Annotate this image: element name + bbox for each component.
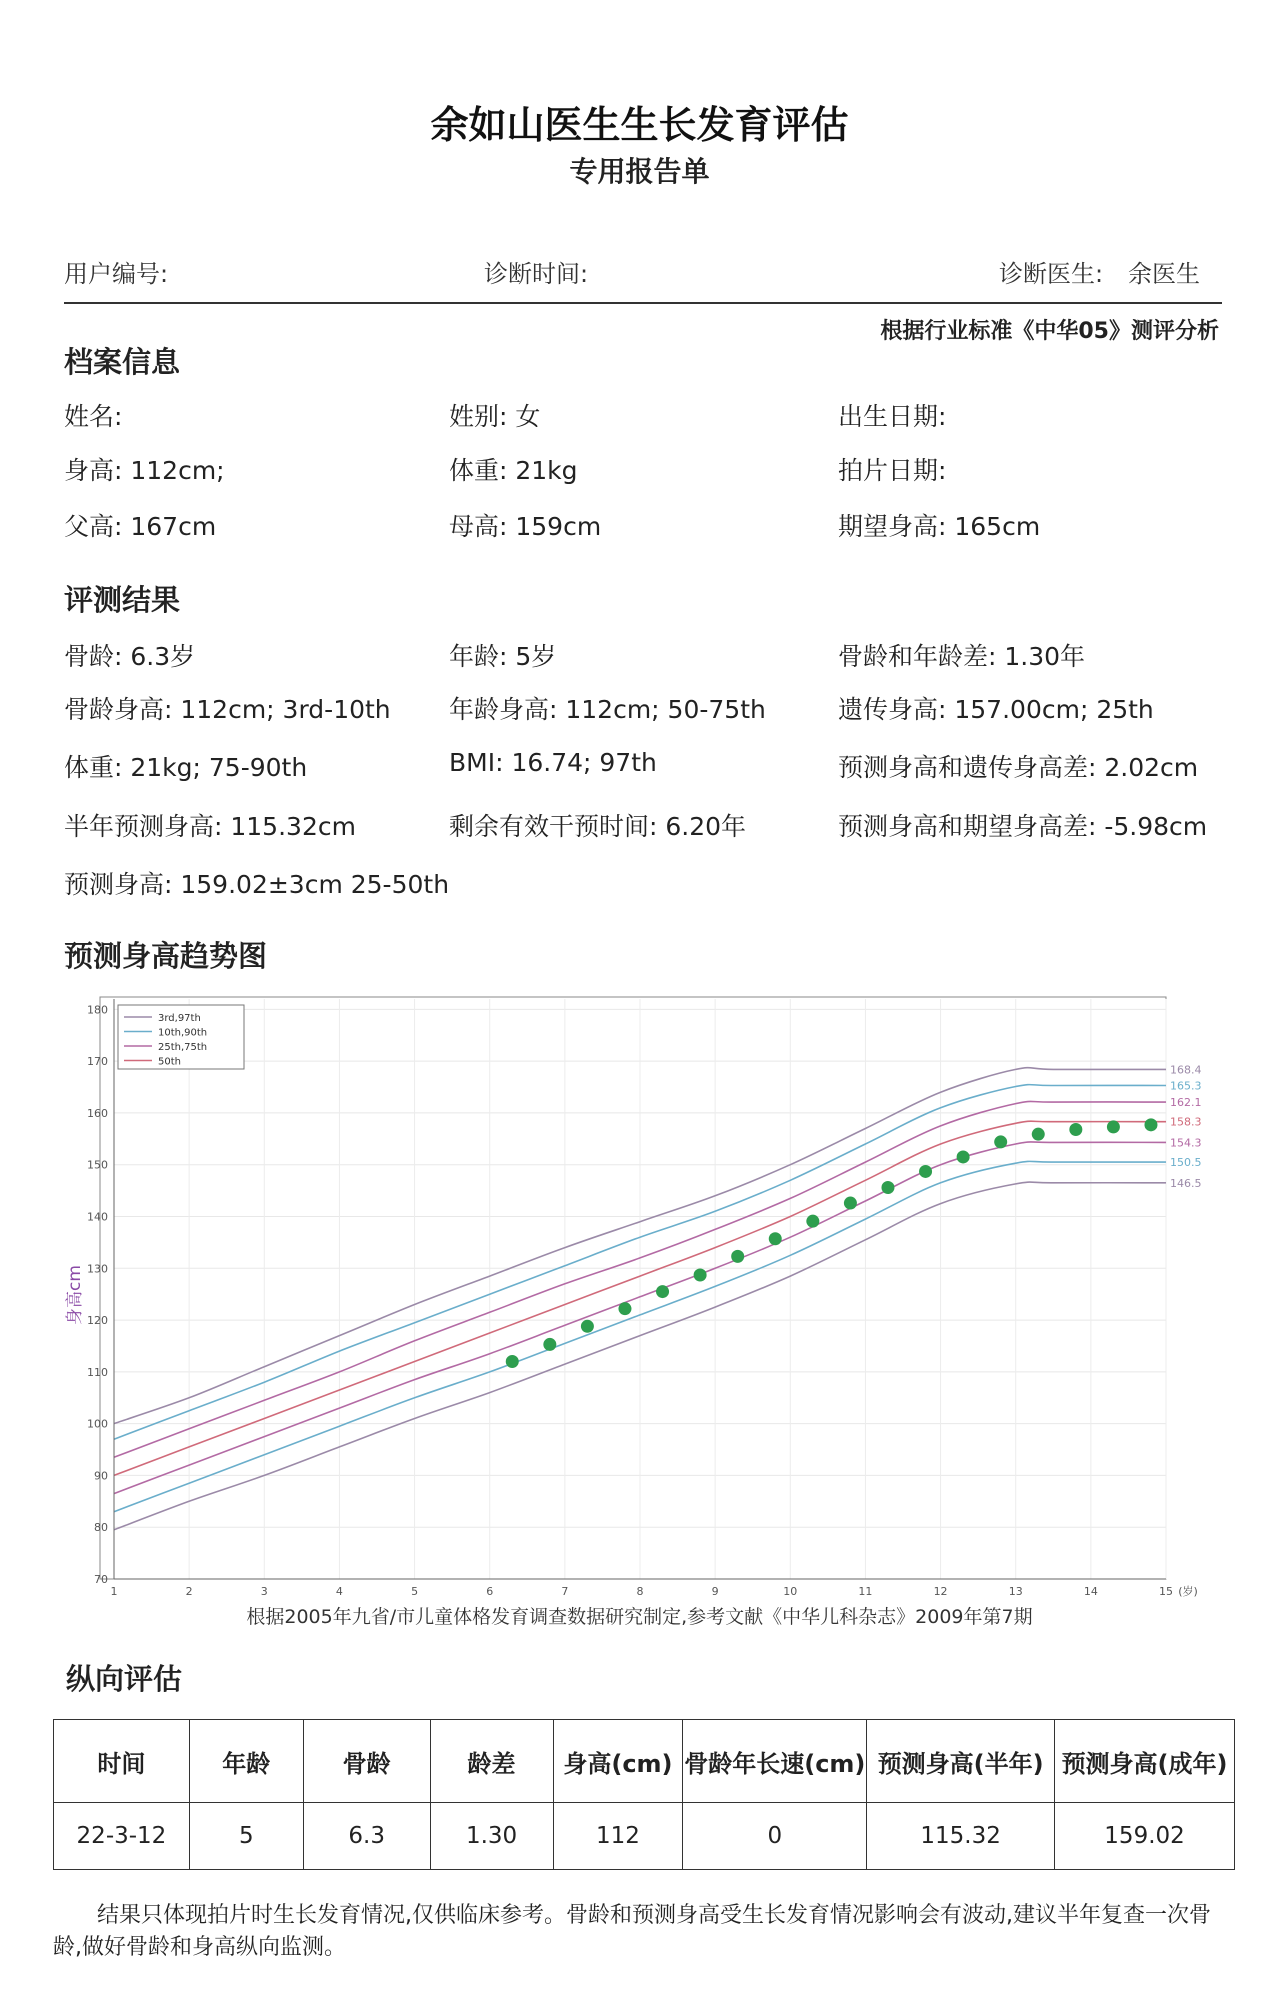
y-tick-label: 70 [94,1573,108,1586]
chart-frame [100,997,1166,1579]
predicted-point [919,1165,932,1178]
y-tick-label: 160 [87,1106,108,1120]
predicted-point [1069,1123,1082,1136]
user-id-label: 用户编号: [64,260,169,288]
profile-birth-date: 出生日期: [838,402,947,431]
col-age-diff: 龄差 [430,1720,553,1803]
doctor-value: 余医生 [1128,260,1200,288]
predicted-point [731,1250,744,1263]
predicted-point [881,1181,894,1194]
predicted-point [618,1302,631,1315]
cell-age: 5 [189,1803,303,1870]
y-tick-label: 80 [94,1521,108,1535]
x-unit-label: (岁) [1178,1585,1198,1598]
end-label-90th: 165.3 [1170,1079,1202,1093]
result-bmi: BMI: 16.74; 97th [449,748,657,777]
result-predicted-height: 预测身高: 159.02±3cm 25-50th [64,870,450,899]
y-tick-label: 150 [87,1158,108,1172]
result-age-height: 年龄身高: 112cm; 50-75th [449,695,766,724]
profile-weight: 体重: 21kg [449,456,578,485]
end-label-97th: 168.4 [1170,1063,1202,1077]
doctor-label: 诊断医生: [999,260,1104,288]
profile-xray-date: 拍片日期: [838,456,947,485]
predicted-point [543,1338,556,1351]
result-age-diff: 骨龄和年龄差: 1.30年 [838,642,1086,671]
x-tick-label: 12 [933,1585,948,1598]
result-bone-age-height: 骨龄身高: 112cm; 3rd-10th [64,695,391,724]
growth-chart [0,985,1279,1635]
result-remaining-time: 剩余有效干预时间: 6.20年 [449,812,747,841]
header-divider [64,302,1222,304]
cell-pred-adult: 159.02 [1055,1803,1235,1870]
y-tick-label: 120 [87,1314,108,1328]
cell-age-diff: 1.30 [430,1803,553,1870]
result-bone-age: 骨龄: 6.3岁 [64,642,196,671]
table-row [54,1803,1235,1870]
col-bone-age: 骨龄 [303,1720,430,1803]
profile-section-title: 档案信息 [64,345,181,379]
predicted-point [581,1320,594,1333]
predicted-point [957,1150,970,1163]
x-tick-label: 5 [411,1585,419,1598]
table-header-row [54,1720,1235,1803]
y-axis-label: 身高cm [65,1265,85,1325]
profile-expected-height: 期望身高: 165cm [838,512,1041,541]
profile-gender: 姓别: 女 [449,402,541,431]
y-tick-label: 140 [87,1210,108,1224]
longitudinal-table [53,1719,1235,1870]
result-half-year-prediction: 半年预测身高: 115.32cm [64,812,356,841]
predicted-point [1144,1118,1157,1131]
cell-time: 22-3-12 [54,1803,190,1870]
col-age: 年龄 [189,1720,303,1803]
result-pred-genetic-diff: 预测身高和遗传身高差: 2.02cm [838,753,1199,782]
x-tick-label: 9 [711,1585,719,1598]
result-age: 年龄: 5岁 [449,642,557,671]
x-tick-label: 8 [636,1585,644,1598]
cell-pred-half-year: 115.32 [867,1803,1055,1870]
profile-name: 姓名: [64,402,123,431]
predicted-point [1107,1120,1120,1133]
cell-bone-growth-rate: 0 [683,1803,867,1870]
predicted-point [1032,1128,1045,1141]
x-tick-label: 14 [1083,1585,1098,1598]
x-tick-label: 10 [783,1585,798,1598]
predicted-point [994,1135,1007,1148]
profile-father-height: 父高: 167cm [64,512,217,541]
x-tick-label: 6 [486,1585,494,1598]
legend-label: 3rd,97th [158,1013,201,1024]
x-tick-label: 15 [1159,1585,1173,1598]
end-label-3rd: 146.5 [1170,1176,1202,1190]
col-pred-half-year: 预测身高(半年) [867,1720,1055,1803]
result-weight: 体重: 21kg; 75-90th [64,753,308,782]
predicted-point [769,1232,782,1245]
standard-note: 根据行业标准《中华05》测评分析 [880,319,1219,344]
trend-chart-title: 预测身高趋势图 [64,939,268,973]
y-tick-label: 100 [87,1417,108,1431]
y-tick-label: 110 [87,1365,108,1379]
predicted-point [806,1215,819,1228]
diagnosis-time-label: 诊断时间: [484,260,589,288]
predicted-point [844,1197,857,1210]
predicted-point [506,1355,519,1368]
x-tick-label: 3 [260,1585,268,1598]
y-tick-label: 130 [87,1262,108,1276]
col-pred-adult: 预测身高(成年) [1055,1720,1235,1803]
y-tick-label: 170 [87,1055,108,1069]
report-title: 余如山医生生长发育评估 [430,103,849,147]
end-label-75th: 162.1 [1170,1096,1202,1110]
legend-label: 25th,75th [158,1042,208,1053]
y-tick-label: 90 [94,1469,108,1483]
col-height: 身高(cm) [553,1720,683,1803]
x-tick-label: 11 [858,1585,873,1598]
x-tick-label: 2 [185,1585,193,1598]
end-label-25th: 154.3 [1170,1136,1202,1150]
chart-source-note: 根据2005年九省/市儿童体格发育调查数据研究制定,参考文献《中华儿科杂志》2009年第7期 [246,1606,1033,1628]
legend-label: 50th [158,1056,181,1068]
y-tick-label: 180 [87,1003,108,1017]
end-label-10th: 150.5 [1170,1156,1202,1170]
predicted-point [656,1285,669,1298]
col-time: 时间 [54,1720,190,1803]
result-pred-expected-diff: 预测身高和期望身高差: -5.98cm [838,812,1208,841]
predicted-point [694,1269,707,1282]
profile-height: 身高: 112cm; [64,456,225,485]
result-genetic-height: 遗传身高: 157.00cm; 25th [838,695,1154,724]
longitudinal-section-title: 纵向评估 [66,1662,183,1696]
legend-label: 10th,90th [158,1027,208,1039]
cell-bone-age: 6.3 [303,1803,430,1870]
results-section-title: 评测结果 [64,583,181,617]
x-tick-label: 7 [561,1585,569,1598]
end-label-50th: 158.3 [1170,1115,1202,1129]
footer-note: 结果只体现拍片时生长发育情况,仅供临床参考。骨龄和预测身高受生长发育情况影响会有波动,建议半年复查一次骨龄,做好骨龄和身高纵向监测。 [53,1903,1211,1960]
x-tick-label: 1 [110,1585,118,1598]
col-bone-growth-rate: 骨龄年长速(cm) [683,1720,867,1803]
cell-height: 112 [553,1803,683,1870]
x-tick-label: 4 [335,1585,343,1598]
report-subtitle: 专用报告单 [569,155,710,188]
profile-mother-height: 母高: 159cm [449,512,602,541]
x-tick-label: 13 [1008,1585,1023,1598]
